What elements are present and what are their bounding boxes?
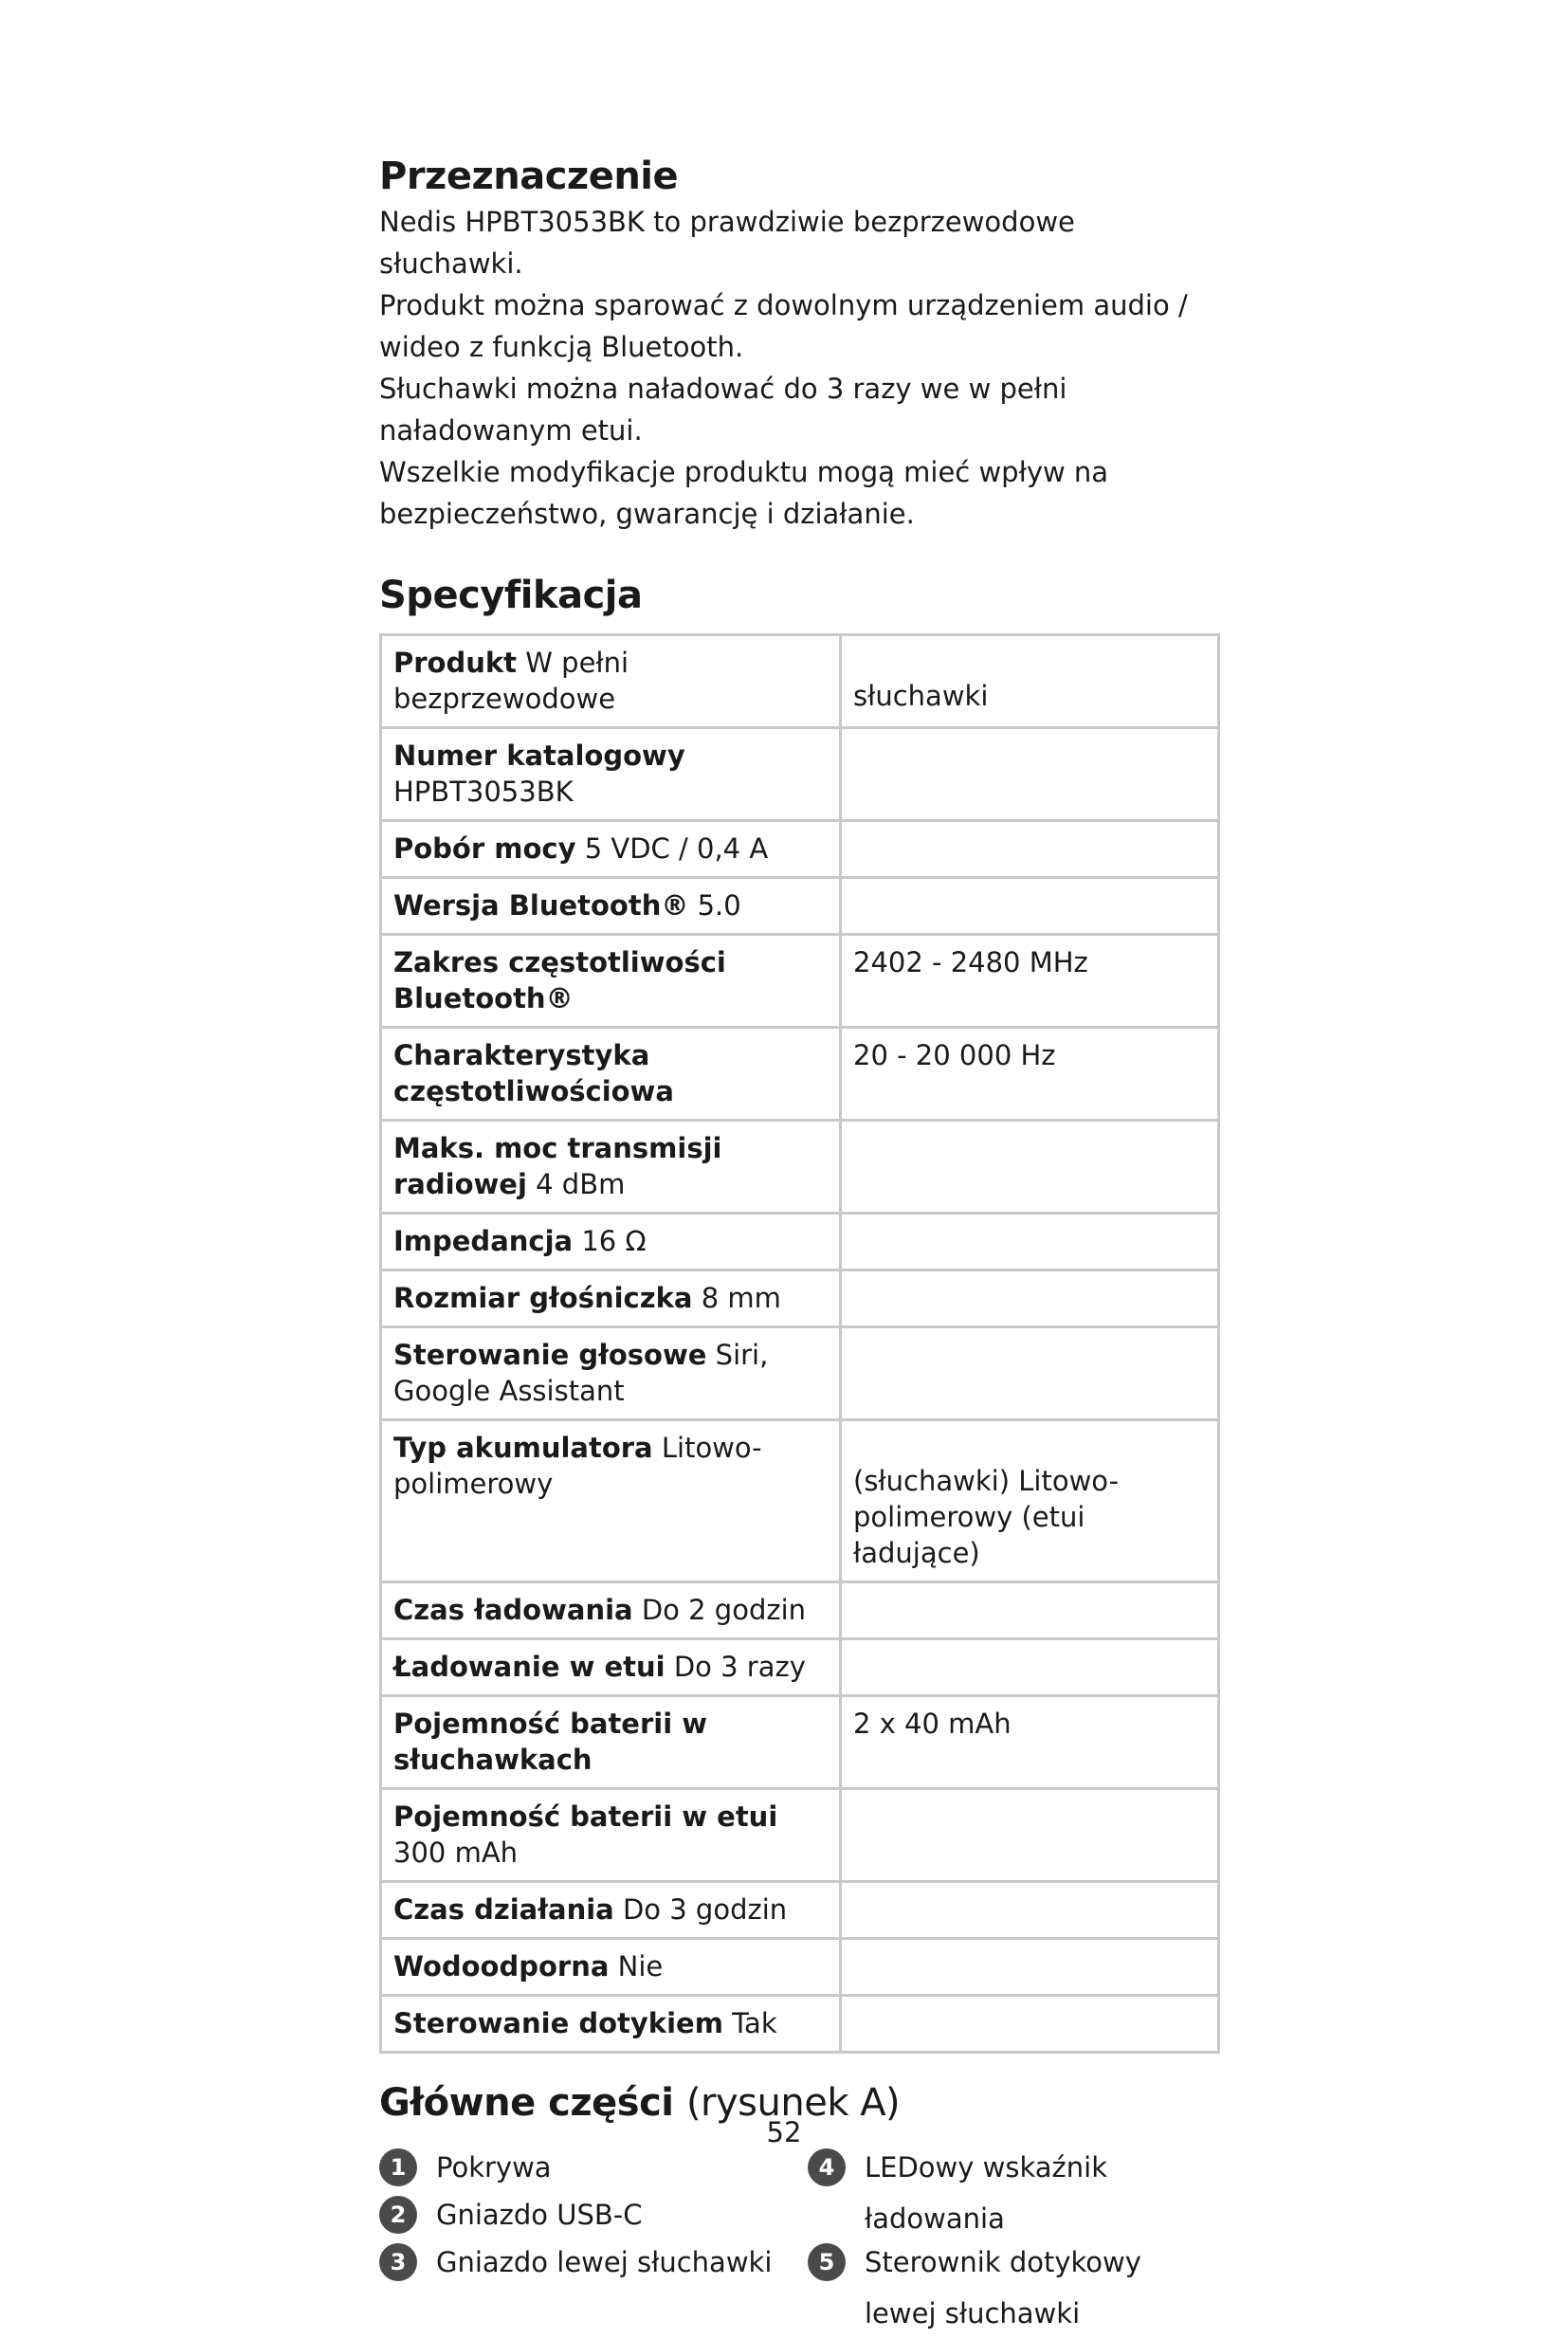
spec-label-cell (381, 1028, 841, 1121)
spec-value-cell (841, 1420, 1219, 1582)
spec-value-cell (841, 1214, 1219, 1270)
purpose-text (379, 201, 1213, 535)
spec-label: Zakres częstotliwości Bluetooth® (393, 946, 726, 1014)
part-item (379, 2243, 772, 2288)
spec-label: Typ akumulatora (393, 1432, 653, 1464)
spec-value-cell (841, 1939, 1219, 1996)
spec-row (381, 1121, 1219, 1214)
spec-row (381, 1214, 1219, 1270)
spec-label-cell (381, 1882, 841, 1939)
spec-row (381, 878, 1219, 935)
spec-label-cell (381, 728, 841, 821)
part-number-badge: 1 (379, 2148, 417, 2186)
spec-label-cell (381, 1696, 841, 1789)
spec-value-cell (841, 1028, 1219, 1121)
purpose-heading: Przeznaczenie (379, 155, 679, 198)
part-label: Pokrywa (436, 2151, 552, 2184)
spec-label-cell (381, 1639, 841, 1696)
spec-label-cell (381, 1939, 841, 1996)
spec-value: (słuchawki) Litowo-polimerowy (etui ładujące) (853, 1465, 1120, 1569)
spec-value-cell (841, 1327, 1219, 1420)
purpose-line: Wszelkie modyfikacje produktu mogą mieć wpływ na (379, 456, 1109, 488)
spec-label-cell (381, 1789, 841, 1882)
spec-inline-value: 4 dBm (536, 1168, 626, 1200)
spec-row (381, 1327, 1219, 1420)
parts-list (379, 2148, 1213, 2338)
spec-row (381, 1996, 1219, 2053)
spec-label-cell (381, 1582, 841, 1639)
spec-row (381, 1939, 1219, 1996)
spec-inline-value: 5 VDC / 0,4 A (584, 832, 769, 865)
spec-value: 2 x 40 mAh (853, 1708, 1012, 1740)
page-number: 52 (766, 2116, 802, 2148)
spec-label: Sterowanie dotykiem (393, 2007, 723, 2039)
spec-label: Ładowanie w etui (393, 1651, 665, 1683)
spec-row (381, 728, 1219, 821)
purpose-line: Nedis HPBT3053BK to prawdziwie bezprzewodowe słuchawki. (379, 206, 1075, 280)
spec-row (381, 1789, 1219, 1882)
purpose-line: Produkt można sparować z dowolnym urządzeniem audio / (379, 289, 1188, 321)
spec-row (381, 821, 1219, 878)
spec-inline-value: 8 mm (701, 1282, 781, 1314)
spec-label-cell (381, 1327, 841, 1420)
spec-label-cell (381, 1121, 841, 1214)
part-item (379, 2148, 552, 2193)
spec-row (381, 1028, 1219, 1121)
purpose-line: Słuchawki można naładować do 3 razy we w pełni (379, 373, 1067, 405)
spec-inline-value: 16 Ω (581, 1225, 647, 1257)
spec-row (381, 935, 1219, 1028)
part-number-badge: 2 (379, 2196, 417, 2234)
spec-label-cell (381, 935, 841, 1028)
spec-inline-value: Do 2 godzin (641, 1594, 807, 1626)
purpose-line: wideo z funkcją Bluetooth. (379, 331, 744, 363)
spec-value-cell (841, 935, 1219, 1028)
spec-heading: Specyfikacja (379, 574, 643, 617)
part-item (379, 2196, 643, 2240)
spec-label: Impedancja (393, 1225, 574, 1257)
part-number-badge: 3 (379, 2243, 417, 2281)
part-item (808, 2243, 1168, 2339)
spec-row (381, 1582, 1219, 1639)
purpose-line: naładowanym etui. (379, 414, 643, 447)
spec-value-cell (841, 635, 1219, 728)
spec-value-cell (841, 1996, 1219, 2053)
spec-label: Charakterystyka częstotliwościowa (393, 1039, 674, 1107)
spec-inline-value: Nie (617, 1950, 664, 1983)
spec-value: słuchawki (853, 680, 989, 712)
parts-title: Główne części (379, 2081, 674, 2125)
spec-label: Pojemność baterii w słuchawkach (393, 1708, 708, 1776)
spec-label-cell (381, 821, 841, 878)
spec-label-cell (381, 1270, 841, 1327)
spec-row (381, 1639, 1219, 1696)
spec-label-cell (381, 1420, 841, 1582)
spec-inline-value: Do 3 razy (673, 1651, 806, 1683)
spec-label: Czas działania (393, 1893, 614, 1926)
spec-value-cell (841, 1639, 1219, 1696)
spec-label: Wodoodporna (393, 1950, 610, 1983)
spec-value: 20 - 20 000 Hz (853, 1039, 1056, 1071)
spec-label: Wersja Bluetooth® (393, 889, 689, 922)
spec-value-cell (841, 1789, 1219, 1882)
page-content (379, 152, 1213, 2338)
spec-label: Pojemność baterii w etui (393, 1800, 778, 1833)
parts-subtitle: (rysunek A) (685, 2081, 901, 2125)
spec-label-cell (381, 635, 841, 728)
spec-inline-value: Litowo-polimerowy (393, 1432, 762, 1500)
spec-inline-value: 300 mAh (393, 1836, 519, 1869)
spec-value-cell (841, 1582, 1219, 1639)
spec-label: Sterowanie głosowe (393, 1339, 707, 1371)
spec-value: 2402 - 2480 MHz (853, 946, 1088, 978)
spec-value-cell (841, 821, 1219, 878)
spec-label: Numer katalogowy (393, 740, 685, 772)
spec-row (381, 1696, 1219, 1789)
part-item (808, 2148, 1168, 2244)
spec-label-cell (381, 1214, 841, 1270)
part-label: LEDowy wskaźnik ładowania (865, 2151, 1107, 2235)
spec-label-cell (381, 878, 841, 935)
part-label: Sterownik dotykowy lewej słuchawki (865, 2246, 1141, 2330)
spec-value-cell (841, 1270, 1219, 1327)
spec-inline-value: Do 3 godzin (622, 1893, 788, 1926)
part-label: Gniazdo USB-C (436, 2199, 643, 2231)
spec-label: Rozmiar głośniczka (393, 1282, 693, 1314)
part-number-badge: 4 (808, 2148, 846, 2186)
spec-inline-value: Siri, Google Assistant (393, 1339, 769, 1407)
spec-value-cell (841, 728, 1219, 821)
spec-inline-value: W pełni bezprzewodowe (393, 647, 629, 715)
part-number-badge: 5 (808, 2243, 846, 2281)
purpose-line: bezpieczeństwo, gwarancję i działanie. (379, 498, 915, 530)
spec-row (381, 1270, 1219, 1327)
spec-inline-value: HPBT3053BK (393, 776, 574, 808)
spec-value-cell (841, 1696, 1219, 1789)
spec-label: Maks. moc transmisji radiowej (393, 1132, 722, 1200)
spec-label: Czas ładowania (393, 1594, 633, 1626)
spec-row (381, 1882, 1219, 1939)
spec-row (381, 635, 1219, 728)
spec-label: Produkt (393, 647, 518, 679)
spec-label: Pobór mocy (393, 832, 576, 865)
spec-row (381, 1420, 1219, 1582)
spec-inline-value: Tak (732, 2007, 777, 2039)
spec-value-cell (841, 878, 1219, 935)
spec-inline-value: 5.0 (697, 889, 741, 922)
spec-value-cell (841, 1882, 1219, 1939)
spec-value-cell (841, 1121, 1219, 1214)
spec-table (379, 633, 1220, 2054)
part-label: Gniazdo lewej słuchawki (436, 2246, 773, 2278)
spec-label-cell (381, 1996, 841, 2053)
